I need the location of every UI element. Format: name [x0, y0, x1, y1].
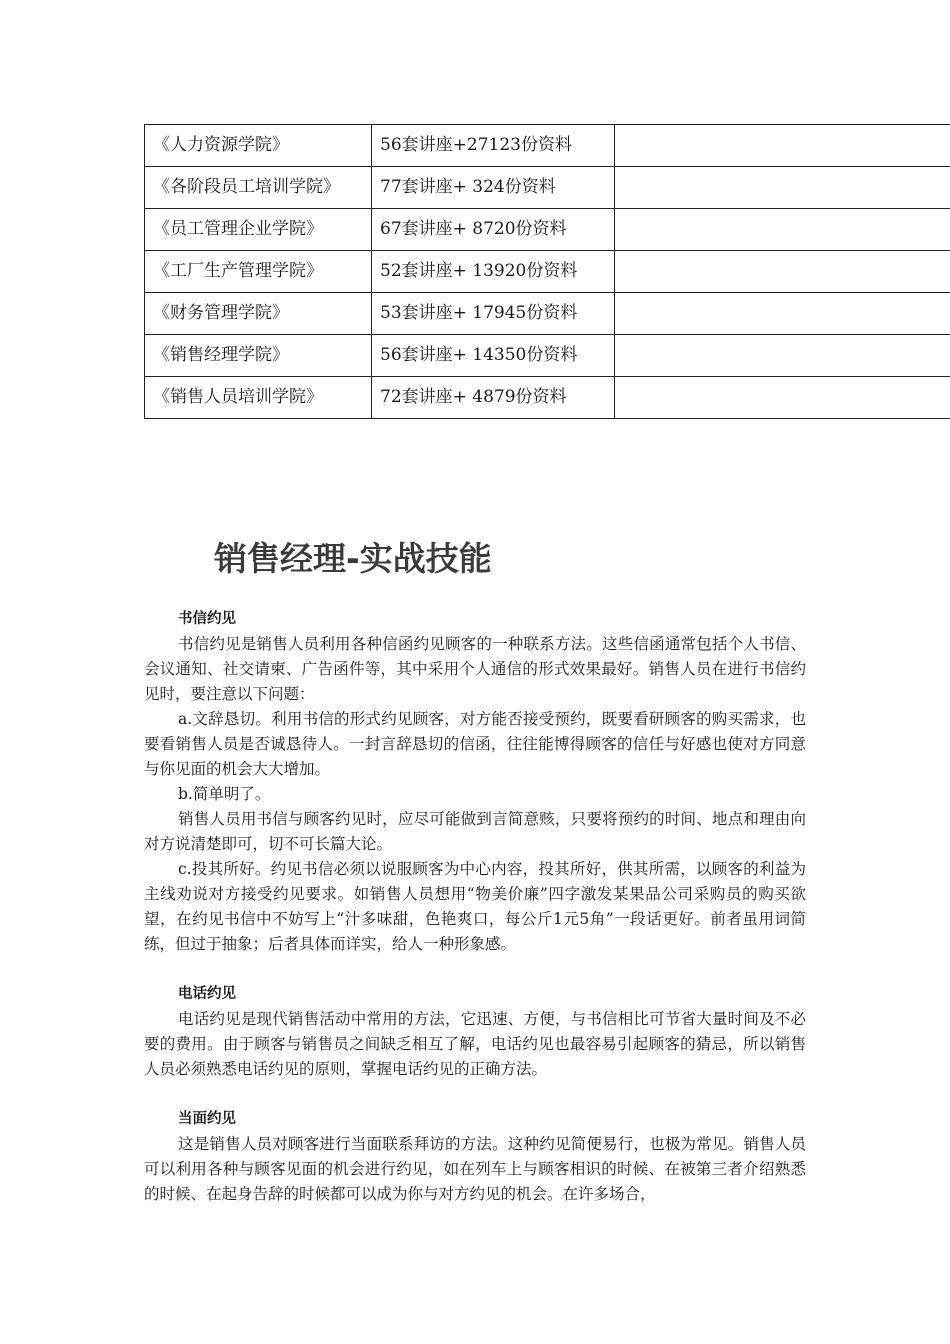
page-title: 销售经理-实战技能	[214, 539, 492, 578]
course-extra	[615, 251, 950, 293]
course-extra	[615, 209, 950, 251]
course-name: 《员工管理企业学院》	[145, 209, 372, 251]
course-name: 《人力资源学院》	[145, 125, 372, 167]
course-extra	[615, 377, 950, 419]
paragraph: 书信约见是销售人员利用各种信函约见顾客的一种联系方法。这些信函通常包括个人书信、会议通知、社交请柬、广告函件等，其中采用个人通信的形式效果最好。销售人员在进行书信约见时，要注意以下问题：	[144, 635, 806, 703]
table-row	[145, 125, 950, 167]
table-row	[145, 377, 950, 419]
paragraph: 电话约见是现代销售活动中常用的方法，它迅速、方便，与书信相比可节省大量时间及不必要的费用。由于顾客与销售员之间缺乏相互了解，电话约见也最容易引起顾客的猜忌，所以销售人员必须熟悉电话约见的原则，掌握电话约见的正确方法。	[144, 1010, 806, 1078]
table-row	[145, 167, 950, 209]
section-heading-letter: 书信约见	[178, 611, 236, 627]
course-desc: 56套讲座+ 14350份资料	[372, 335, 615, 377]
table-row	[145, 335, 950, 377]
section-spacer	[144, 1082, 806, 1107]
section-heading-phone: 电话约见	[178, 986, 236, 1002]
course-desc: 53套讲座+ 17945份资料	[372, 293, 615, 335]
course-name: 《工厂生产管理学院》	[145, 251, 372, 293]
course-extra	[615, 293, 950, 335]
course-desc: 52套讲座+ 13920份资料	[372, 251, 615, 293]
section-spacer	[144, 957, 806, 982]
article-body	[144, 607, 806, 1207]
paragraph: c.投其所好。约见书信必须以说服顾客为中心内容，投其所好，供其所需，以顾客的利益为主线劝说对方接受约见要求。如销售人员想用“物美价廉”四字激发某果品公司采购员的购买欲望，在约见书信中不妨写上“汁多味甜，色艳爽口，每公斤1元5角”一段话更好。前者虽用词简练，但过于抽象；后者具体而详实，给人一种形象感。	[144, 860, 806, 953]
course-extra	[615, 335, 950, 377]
paragraph: a.文辞恳切。利用书信的形式约见顾客，对方能否接受预约，既要看研顾客的购买需求，也要看销售人员是否诚恳待人。一封言辞恳切的信函，往往能博得顾客的信任与好感也使对方同意与你见面的机会大大增加。	[144, 710, 806, 778]
course-desc: 67套讲座+ 8720份资料	[372, 209, 615, 251]
course-name: 《财务管理学院》	[145, 293, 372, 335]
course-name: 《销售人员培训学院》	[145, 377, 372, 419]
course-desc: 72套讲座+ 4879份资料	[372, 377, 615, 419]
course-table	[144, 124, 950, 419]
course-extra	[615, 125, 950, 167]
section-heading-face: 当面约见	[178, 1111, 236, 1127]
course-extra	[615, 167, 950, 209]
paragraph: b.简单明了。	[178, 785, 271, 803]
course-desc: 77套讲座+ 324份资料	[372, 167, 615, 209]
table-row	[145, 251, 950, 293]
table-row	[145, 209, 950, 251]
table-row	[145, 293, 950, 335]
course-desc: 56套讲座+27123份资料	[372, 125, 615, 167]
paragraph: 这是销售人员对顾客进行当面联系拜访的方法。这种约见简便易行，也极为常见。销售人员可以利用各种与顾客见面的机会进行约见，如在列车上与顾客相识的时候、在被第三者介绍熟悉的时候、在起身告辞的时候都可以成为你与对方约见的机会。在许多场合，	[144, 1135, 806, 1203]
course-name: 《销售经理学院》	[145, 335, 372, 377]
paragraph: 销售人员用书信与顾客约见时，应尽可能做到言简意赅，只要将预约的时间、地点和理由向对方说清楚即可，切不可长篇大论。	[144, 810, 806, 853]
course-name: 《各阶段员工培训学院》	[145, 167, 372, 209]
